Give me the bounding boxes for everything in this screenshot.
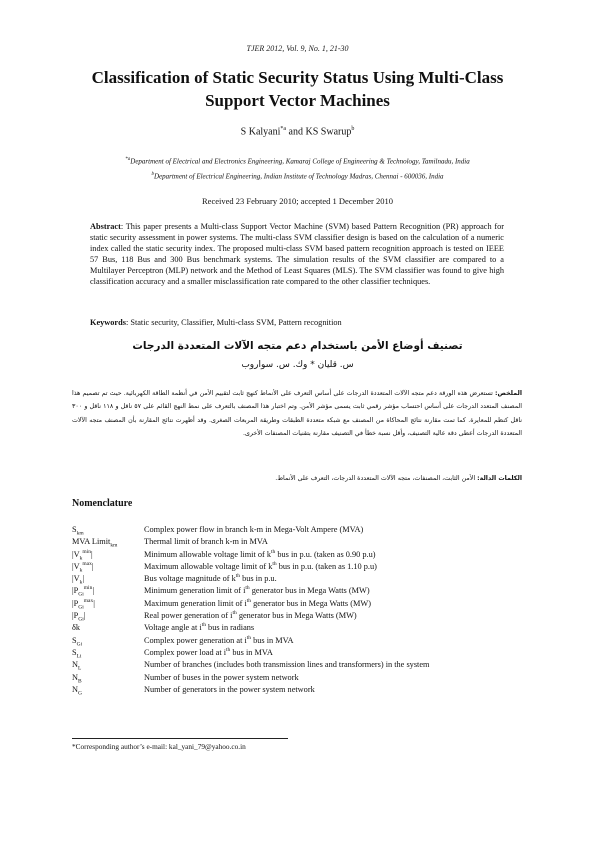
symbol-tail: |: [91, 561, 94, 571]
nomenclature-row: [72, 610, 522, 622]
symbol-sub: L: [78, 665, 82, 672]
nomenclature-definition: [144, 635, 294, 645]
arabic-keywords-text: الأمن الثابت، المصنفات، متجه الآلات المتعددة الدرجات، التعرف على الأنماط.: [275, 475, 478, 482]
symbol-sub: km: [110, 542, 118, 549]
symbol-sym: S: [72, 524, 77, 534]
symbol-sym: N: [72, 672, 78, 682]
symbol-tail: |: [92, 586, 95, 596]
nomenclature-definition: [144, 610, 357, 620]
symbol-sub: Gi: [78, 604, 84, 611]
definition-def-a: Real power generation of i: [144, 610, 233, 620]
nomenclature-symbol: [72, 561, 94, 573]
nomenclature-row: [72, 585, 522, 597]
symbol-sub: km: [76, 530, 84, 537]
symbol-sym: |V: [72, 549, 80, 559]
symbol-sym: |V: [72, 573, 80, 583]
nomenclature-row: [72, 598, 522, 610]
nomenclature-symbol: [72, 536, 117, 548]
affiliation-2-marker: b: [151, 172, 154, 177]
nomenclature-row: [72, 647, 522, 659]
author-2: KS Swarup: [305, 126, 352, 138]
definition-def-b: bus in radians: [205, 623, 255, 633]
symbol-sup: max: [82, 560, 92, 567]
nomenclature-definition: [144, 585, 370, 595]
arabic-abstract-text: تستعرض هذه الورقة دعم متجه الآلات المتعددة الدرجات على أساس التعرف على الأنماط كنهج ثابت لتقييم الأمن في أنظمة الطاقة الكهربائية. حيث تم تصميم هذا المصنف المتعدد الدرجات على أساس احتساب مؤشر رقمي ثابت يسمى مؤشر الأمن. وتم اختبار هذا المصنف بالتعرف على نمط النهج القائم على ٥٧ ناقل و ١١٨ ناقل و ٣٠٠ ناقل كنظم للمعايرة. كما تمت مقارنة نتائج المحاكاة من المصنف مع شبكة متعددة الطبقات وطريقة المربعات الصغرى. وقد أظهرت نتائج المقارنة بأن المصنف متجه الآلات المتعددة الدرجات أعطى دقة عالية التصنيف، وأقل نسبة خطأ في التصنيف مقارنة بتقنيات المصنفات الأخرى.: [72, 390, 522, 438]
symbol-sub: B: [78, 677, 82, 684]
definition-def-a: Maximum generation limit of i: [144, 598, 247, 608]
nomenclature-row: [72, 622, 522, 634]
definition-def-a: Maximum allowable voltage limit of k: [144, 561, 273, 571]
footnote-divider: [72, 738, 288, 739]
nomenclature-symbol: [72, 672, 82, 684]
nomenclature-row: [72, 549, 522, 561]
affiliation-1-marker: *a: [125, 157, 131, 162]
nomenclature-definition: [144, 573, 277, 583]
corresponding-author-footnote: *Corresponding author’s e-mail: kal_yani_79@yahoo.co.in: [72, 742, 246, 751]
symbol-sub: Gi: [78, 591, 84, 598]
keywords: [90, 318, 504, 327]
nomenclature-row: [72, 635, 522, 647]
nomenclature-symbol: [72, 524, 84, 536]
symbol-tail: |: [90, 549, 93, 559]
author-2-marker: b: [351, 126, 355, 132]
definition-def-a: Minimum allowable voltage limit of k: [144, 549, 271, 559]
definition-def-b: bus in p.u. (taken as 0.90 p.u): [275, 549, 376, 559]
definition-def-a: Complex power load at i: [144, 647, 227, 657]
symbol-sym: |P: [72, 598, 79, 608]
nomenclature-list: [72, 524, 522, 696]
symbol-sym: |V: [72, 561, 80, 571]
symbol-sym: δk: [72, 623, 81, 633]
received-accepted-dates: Received 23 February 2010; accepted 1 December 2010: [202, 196, 393, 206]
abstract-text: : This paper presents a Multi-class Support Vector Machine (SVM) based Pattern Recognition (PR) approach for static security assessment in power systems. The multi-class SVM classifier design is based on the calculation of a numeric index called the static security index. The proposed multi-class SVM based pattern recognition approach is tested on IEEE 57 Bus, 118 Bus and 300 Bus benchmark systems. The simulation results of the SVM classifier are compared to a Multilayer Perceptron (MLP) network and the Method of Least Squares (MLS). The SVM classifier was found to give high classification accuracy and a smaller misclassification rate compared to the other classifier techniques.: [90, 222, 504, 287]
symbol-sub: k: [79, 567, 83, 574]
nomenclature-symbol: [72, 598, 95, 610]
definition-def-sup: th: [246, 597, 252, 604]
nomenclature-symbol: [72, 549, 93, 561]
symbol-tail: |: [93, 598, 95, 608]
nomenclature-definition: [144, 647, 273, 657]
abstract-label: Abstract: [90, 222, 121, 231]
symbol-sym: |P: [72, 586, 79, 596]
definition-def-sup: th: [270, 548, 276, 555]
title-line-2: Support Vector Machines: [205, 91, 390, 110]
symbol-tail: |: [83, 610, 86, 620]
definition-def-sup: th: [226, 646, 231, 653]
nomenclature-symbol: [72, 585, 94, 597]
arabic-abstract-label: الملخص:: [495, 390, 522, 397]
symbol-sup: max: [83, 597, 94, 604]
nomenclature-row: [72, 536, 522, 548]
symbol-sub: G: [78, 690, 82, 697]
definition-def-sup: th: [232, 610, 237, 617]
nomenclature-definition: [144, 598, 371, 608]
definition-def-a: Number of branches (includes both transmission lines and transformers) in the system: [144, 660, 430, 670]
nomenclature-definition: [144, 549, 376, 559]
arabic-authors: س. قليان * وك. س. سواروب: [241, 360, 354, 370]
keywords-text: : Static security, Classifier, Multi-class SVM, Pattern recognition: [125, 318, 342, 327]
nomenclature-definition: [144, 659, 430, 669]
definition-def-a: Complex power flow in branch k-m in Mega-Volt Ampere (MVA): [144, 524, 364, 534]
affiliation-1-text: Department of Electrical and Electronics Engineering, Kamaraj College of Engineering & Technology, Tamilnadu, India: [130, 157, 470, 166]
nomenclature-definition: [144, 672, 299, 682]
nomenclature-definition: [144, 524, 363, 534]
symbol-sym: MVA Limit: [72, 537, 111, 547]
nomenclature-row: [72, 524, 522, 536]
nomenclature-row: [72, 672, 522, 684]
definition-def-a: Number of generators in the power system network: [144, 684, 315, 694]
symbol-sup: min: [83, 585, 93, 592]
nomenclature-row: [72, 573, 522, 585]
definition-def-sup: th: [201, 622, 206, 629]
symbol-sub: Gi: [78, 616, 84, 623]
affiliation-2-text: Department of Electrical Engineering, Indian Institute of Technology Madras, Chennai - 600036, India: [153, 172, 444, 181]
symbol-sup: min: [82, 548, 91, 555]
nomenclature-symbol: [72, 610, 85, 622]
nomenclature-definition: [144, 684, 315, 694]
definition-def-a: Thermal limit of branch k-m in MVA: [144, 537, 268, 547]
definition-def-a: Minimum generation limit of i: [144, 586, 246, 596]
definition-def-b: bus in MVA: [251, 635, 294, 645]
symbol-sub: Li: [76, 653, 82, 660]
symbol-tail: |: [82, 573, 85, 583]
symbol-sub: k: [79, 579, 83, 586]
symbol-sym: S: [72, 635, 77, 645]
symbol-sub: Gi: [76, 641, 83, 648]
symbol-sym: S: [72, 647, 77, 657]
author-1-marker: *a: [280, 126, 287, 132]
nomenclature-definition: [144, 536, 268, 546]
definition-def-b: bus in MVA: [230, 647, 273, 657]
nomenclature-symbol: [72, 659, 81, 671]
title-line-1: Classification of Static Security Status Using Multi-Class: [91, 68, 504, 87]
arabic-keywords-label: الكلمات الدالة:: [477, 475, 522, 482]
nomenclature-symbol: [72, 573, 84, 585]
running-head: TJER 2012, Vol. 9, No. 1, 21-30: [246, 44, 349, 53]
nomenclature-heading: Nomenclature: [72, 498, 133, 509]
nomenclature-symbol: [72, 647, 82, 659]
author-list: [0, 126, 595, 137]
definition-def-a: Bus voltage magnitude of k: [144, 573, 236, 583]
nomenclature-symbol: [72, 622, 80, 634]
nomenclature-row: [72, 659, 522, 671]
definition-def-a: Voltage angle at i: [144, 623, 202, 633]
nomenclature-definition: [144, 622, 254, 632]
nomenclature-symbol: [72, 684, 82, 696]
keywords-label: Keywords: [90, 318, 126, 327]
nomenclature-row: [72, 684, 522, 696]
arabic-keywords: [72, 475, 522, 482]
nomenclature-row: [72, 561, 522, 573]
arabic-abstract: [72, 387, 522, 441]
paper-title: [40, 66, 555, 112]
author-conjunction: and: [288, 126, 303, 138]
definition-def-b: generator bus in Mega Watts (MW): [236, 610, 357, 620]
abstract: [90, 221, 504, 288]
symbol-sub: k: [79, 555, 83, 562]
definition-def-a: Complex power generation at i: [144, 635, 247, 645]
arabic-title: تصنيف أوضاع الأمن باستخدام دعم متجه الآلات المتعددة الدرجات: [132, 340, 463, 352]
nomenclature-symbol: [72, 635, 82, 647]
definition-def-sup: th: [272, 560, 277, 567]
affiliation-1: [40, 157, 555, 165]
nomenclature-definition: [144, 561, 377, 571]
symbol-sym: N: [72, 660, 78, 670]
symbol-sym: |P: [72, 610, 79, 620]
definition-def-sup: th: [235, 573, 240, 580]
definition-def-sup: th: [246, 634, 252, 641]
author-1: S Kalyani: [240, 126, 281, 138]
affiliation-2: [40, 172, 555, 180]
definition-def-sup: th: [245, 585, 250, 592]
definition-def-b: bus in p.u.: [240, 573, 277, 583]
definition-def-b: generator bus in Mega Watts (MW): [249, 586, 370, 596]
definition-def-b: bus in p.u. (taken as 1.10 p.u): [276, 561, 377, 571]
symbol-sym: N: [72, 684, 78, 694]
definition-def-b: generator bus in Mega Watts (MW): [251, 598, 371, 608]
definition-def-a: Number of buses in the power system network: [144, 672, 299, 682]
